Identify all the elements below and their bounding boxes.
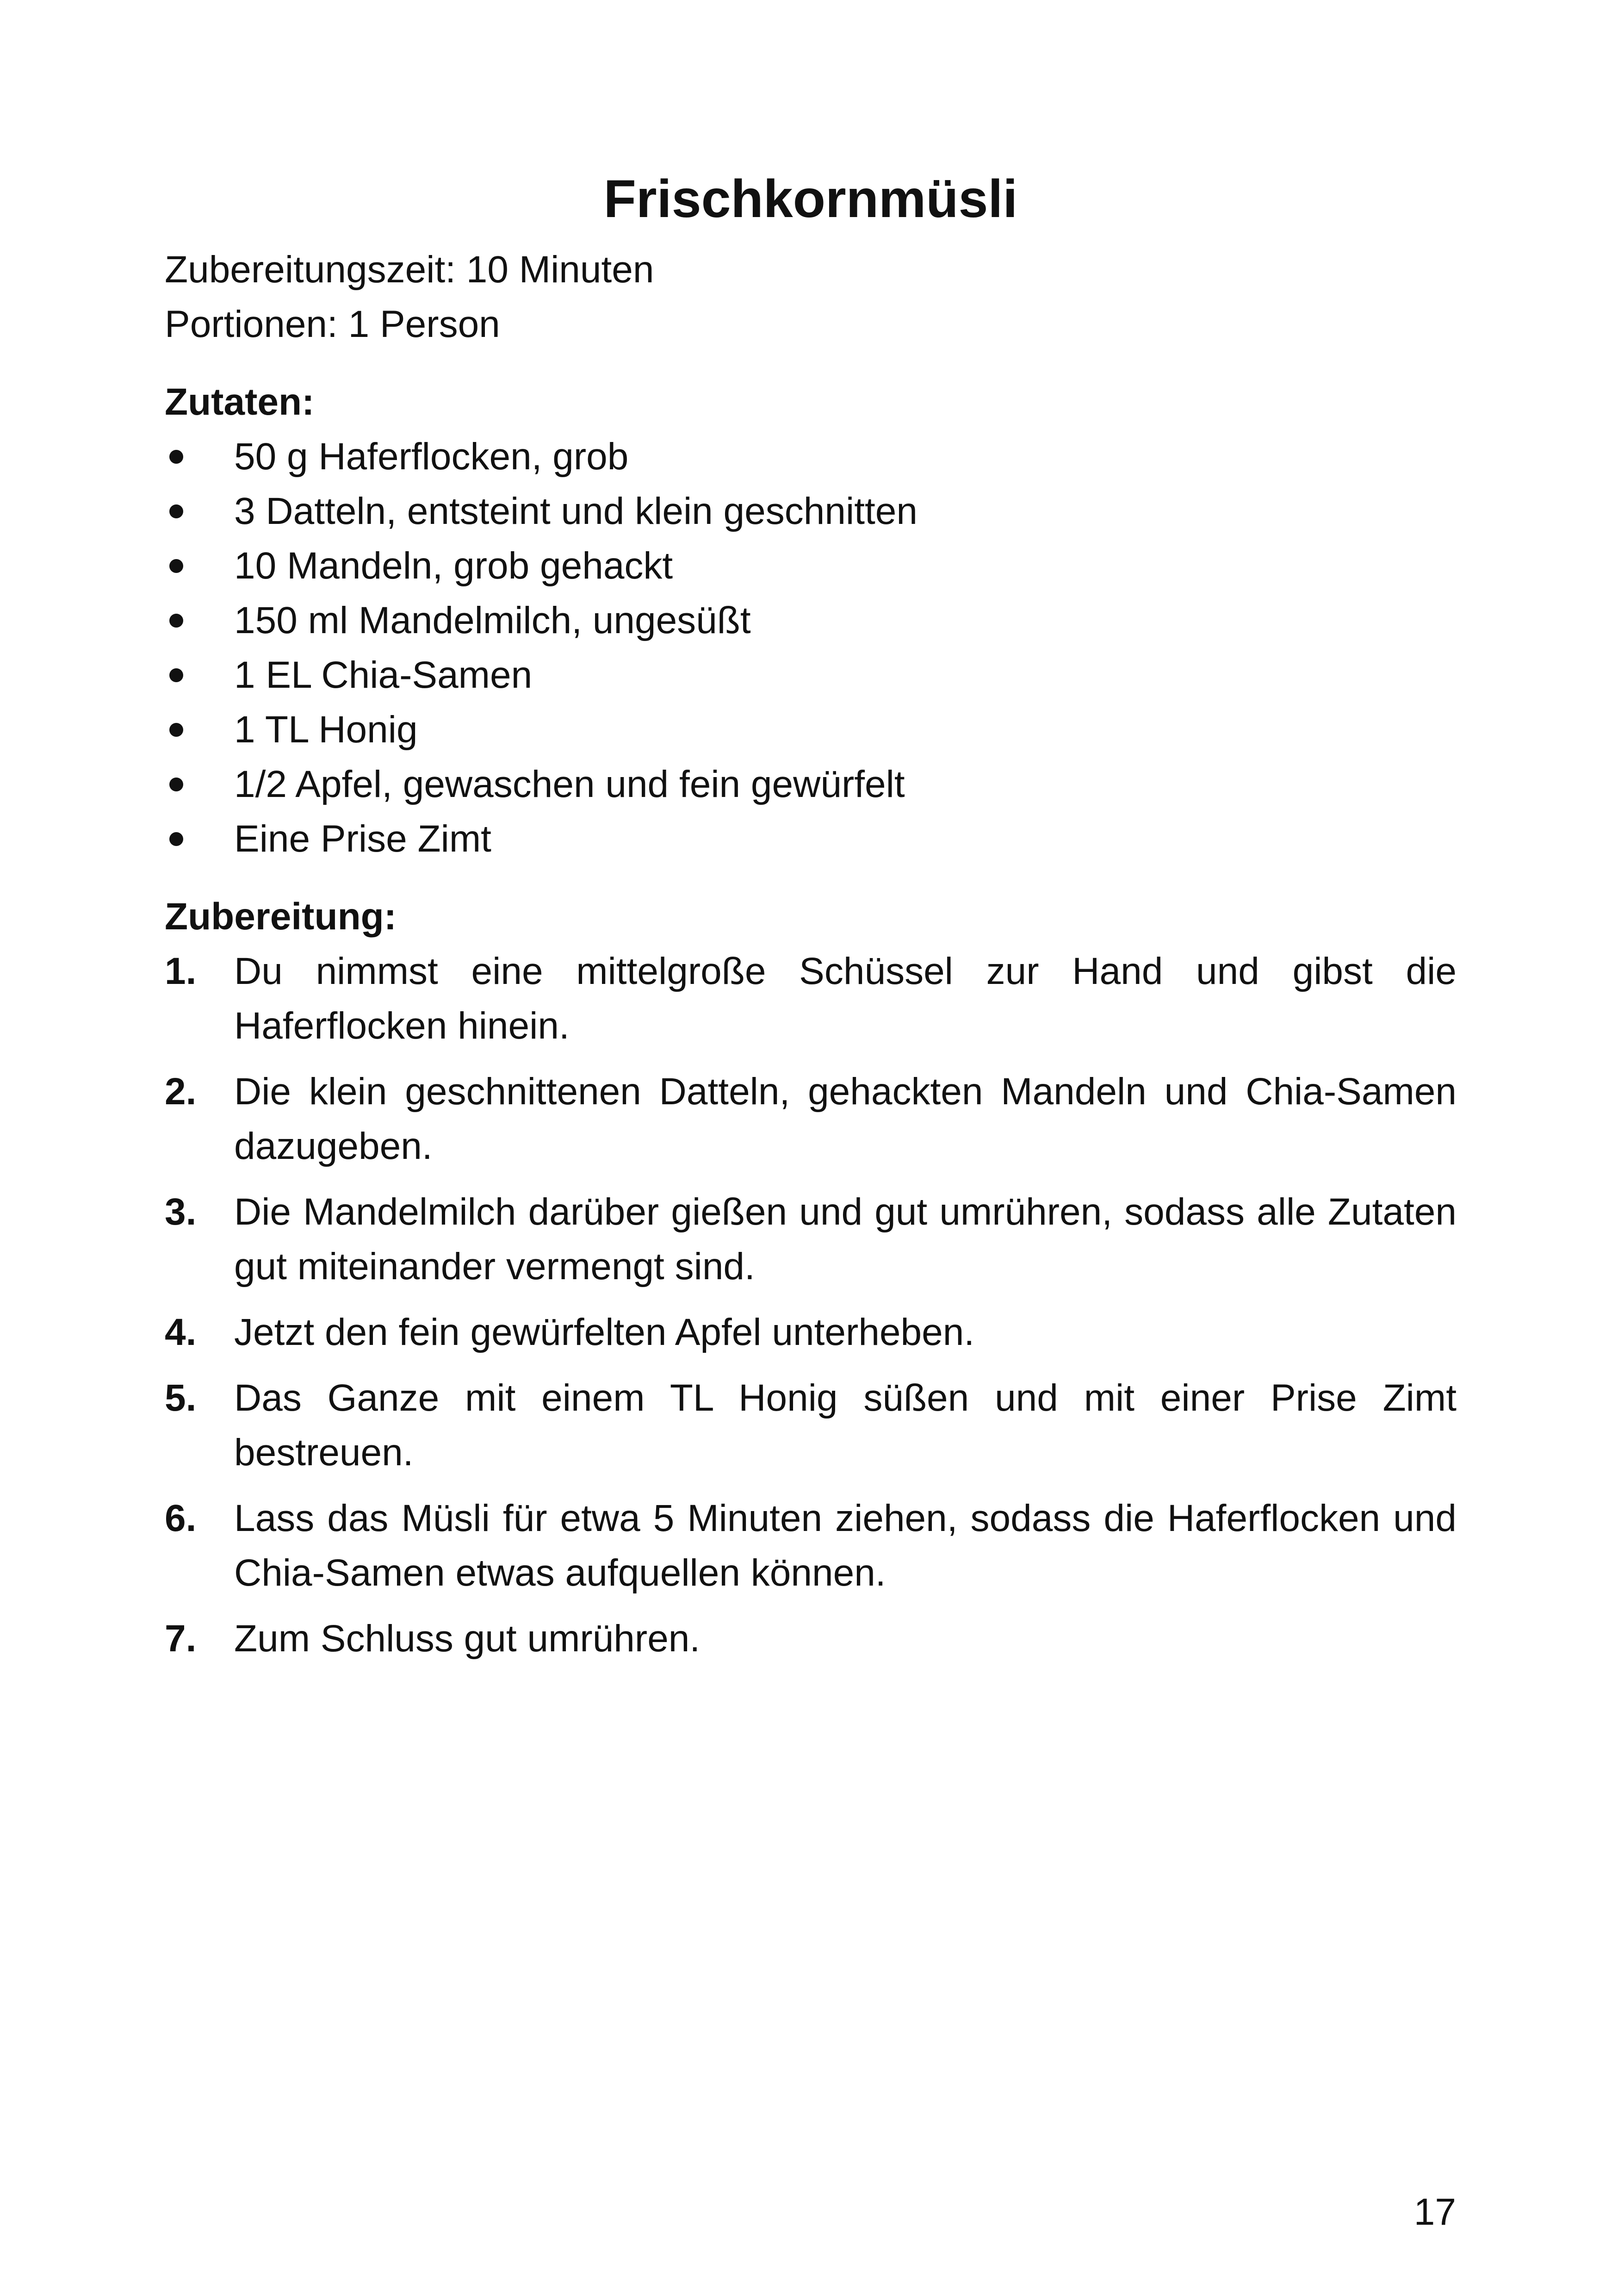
step-item <box>165 1185 1457 1294</box>
step-item <box>165 1064 1457 1174</box>
step-number: 7. <box>165 1618 197 1660</box>
ingredient-item <box>165 593 1457 648</box>
ingredient-text: 10 Mandeln, grob gehackt <box>234 545 673 587</box>
ingredient-text: 3 Datteln, entsteint und klein geschnitten <box>234 490 917 532</box>
step-text: Das Ganze mit einem TL Honig süßen und mit einer Prise Zimt bestreuen. <box>234 1377 1457 1474</box>
ingredient-text: 1/2 Apfel, gewaschen und fein gewürfelt <box>234 763 905 805</box>
bullet-icon <box>169 668 183 682</box>
ingredient-item <box>165 648 1457 703</box>
bullet-icon <box>169 832 183 846</box>
preparation-steps <box>165 944 1457 1666</box>
recipe-content <box>165 167 1457 1677</box>
ingredient-item <box>165 757 1457 812</box>
ingredient-text: 150 ml Mandelmilch, ungesüßt <box>234 599 751 641</box>
ingredients-heading: Zutaten: <box>165 381 315 423</box>
bullet-icon <box>169 723 183 737</box>
step-item <box>165 944 1457 1053</box>
prep-time: Zubereitungszeit: 10 Minuten <box>165 249 654 291</box>
step-item <box>165 1371 1457 1480</box>
ingredient-text: 1 EL Chia-Samen <box>234 654 533 696</box>
page-number: 17 <box>1413 2191 1456 2233</box>
bullet-icon <box>169 450 183 464</box>
ingredient-item <box>165 429 1457 484</box>
ingredient-item <box>165 484 1457 539</box>
step-item <box>165 1491 1457 1600</box>
step-number: 6. <box>165 1497 197 1539</box>
step-text: Jetzt den fein gewürfelten Apfel unterheben. <box>234 1311 975 1353</box>
recipe-title: Frischkornmüsli <box>603 169 1018 229</box>
step-item <box>165 1612 1457 1666</box>
ingredients-list <box>165 429 1457 866</box>
servings: Portionen: 1 Person <box>165 303 500 345</box>
step-number: 4. <box>165 1311 197 1353</box>
step-text: Du nimmst eine mittelgroße Schüssel zur Hand und gibst die Haferflocken hinein. <box>234 950 1457 1047</box>
bullet-icon <box>169 778 183 791</box>
ingredient-text: Eine Prise Zimt <box>234 818 491 860</box>
step-number: 2. <box>165 1070 197 1113</box>
bullet-icon <box>169 614 183 628</box>
preparation-heading: Zubereitung: <box>165 896 397 938</box>
step-text: Die klein geschnittenen Datteln, gehackten Mandeln und Chia-Samen dazugeben. <box>234 1070 1457 1167</box>
ingredient-text: 50 g Haferflocken, grob <box>234 436 629 478</box>
step-item <box>165 1305 1457 1360</box>
step-number: 3. <box>165 1191 197 1233</box>
step-text: Lass das Müsli für etwa 5 Minuten ziehen, sodass die Haferflocken und Chia-Samen etwas aufquellen können. <box>234 1497 1457 1594</box>
ingredient-item <box>165 812 1457 866</box>
bullet-icon <box>169 504 183 518</box>
step-text: Die Mandelmilch darüber gießen und gut umrühren, sodass alle Zutaten gut miteinander vermengt sind. <box>234 1191 1457 1288</box>
bullet-icon <box>169 559 183 573</box>
step-number: 1. <box>165 950 197 992</box>
step-text: Zum Schluss gut umrühren. <box>234 1618 701 1660</box>
ingredient-item <box>165 703 1457 757</box>
ingredient-text: 1 TL Honig <box>234 709 418 751</box>
ingredient-item <box>165 539 1457 593</box>
step-number: 5. <box>165 1377 197 1419</box>
